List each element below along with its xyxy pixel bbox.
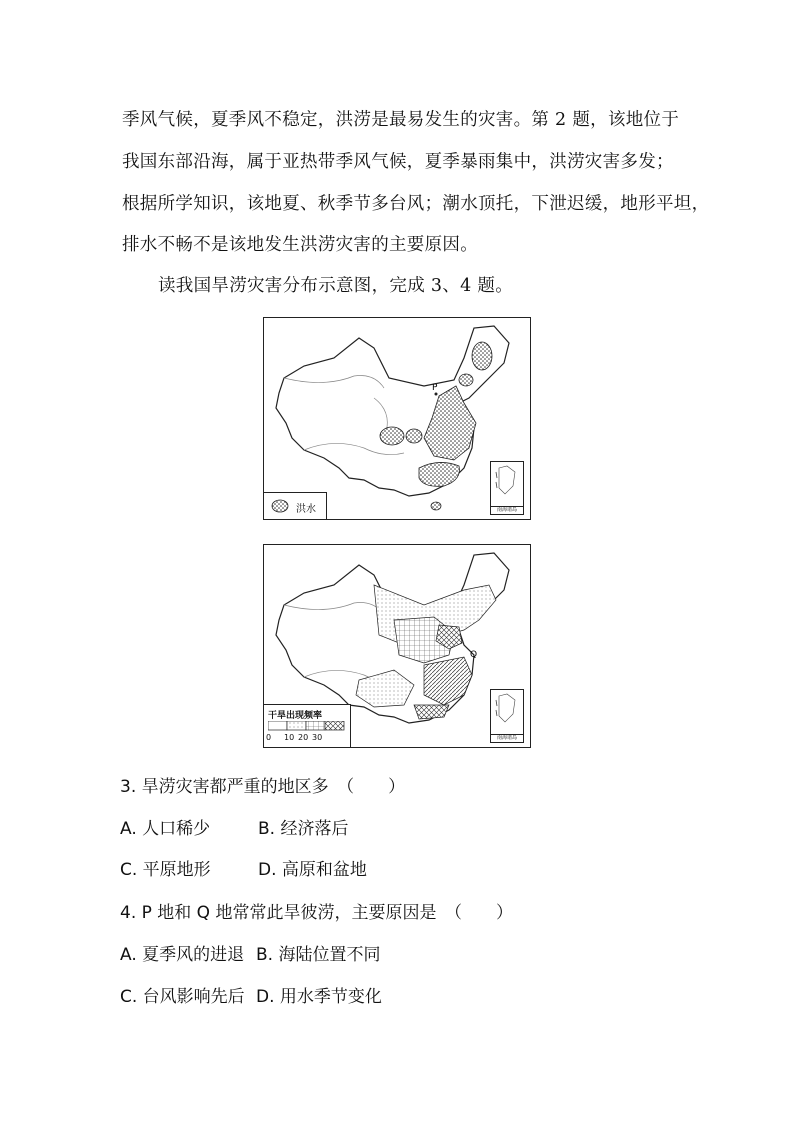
- question-4-option-b[interactable]: B. 海陆位置不同: [256, 945, 381, 965]
- drought-map: [263, 544, 531, 748]
- explanation-line-2: 我国东部沿海，属于亚热带季风气候，夏季暴雨集中，洪涝灾害多发；: [122, 152, 674, 172]
- drought-legend-title: 干旱出现频率: [268, 711, 323, 721]
- legend-tick-20: 20: [298, 733, 309, 742]
- question-4-option-c[interactable]: C. 台风影响先后: [120, 987, 245, 1007]
- question-4-option-d[interactable]: D. 用水季节变化: [256, 987, 382, 1007]
- drought-legend: [264, 704, 351, 747]
- legend-tick-0: 0: [266, 733, 272, 742]
- explanation-line-3: 根据所学知识，该地夏、秋季节多台风；潮水顶托，下泄迟缓，地形平坦，: [122, 194, 710, 214]
- legend-tick-30: 30: [312, 733, 323, 742]
- drought-area-southeast: [424, 657, 472, 705]
- drought-area-south: [414, 705, 449, 719]
- inset-graphic-2: [491, 690, 523, 734]
- flood-legend-swatch: [270, 499, 290, 513]
- question-3-option-b[interactable]: B. 经济落后: [258, 819, 349, 839]
- flood-legend-label: 洪水: [296, 504, 316, 515]
- point-p-label: P: [432, 383, 438, 393]
- point-p-marker: [435, 393, 438, 396]
- question-4-stem: 4. P 地和 Q 地常常此旱彼涝，主要原因是 （ ）: [120, 903, 513, 923]
- inset-label-2: 南海诸岛: [491, 734, 523, 742]
- drought-legend-swatches: [268, 721, 348, 731]
- drought-legend-ticks: [266, 733, 326, 742]
- inset-label: 南海诸岛: [491, 506, 523, 514]
- inset-graphic: [491, 462, 523, 506]
- question-3-stem: 3. 旱涝灾害都严重的地区多 （ ）: [120, 777, 406, 797]
- south-china-sea-inset: [490, 461, 524, 515]
- flood-area-liaohe: [459, 374, 473, 386]
- flood-area-south: [419, 462, 459, 486]
- flood-area-hubei: [406, 429, 422, 443]
- question-3-option-c[interactable]: C. 平原地形: [120, 860, 211, 880]
- flood-legend: [264, 492, 327, 519]
- flood-area-sichuan: [380, 427, 404, 445]
- point-q-label: Q: [470, 650, 478, 660]
- flood-area-hainan: [431, 502, 441, 510]
- explanation-line-1: 季风气候，夏季风不稳定，洪涝是最易发生的灾害。第 2 题，该地位于: [122, 110, 680, 130]
- flood-area-northeast: [472, 342, 492, 370]
- question-3-option-a[interactable]: A. 人口稀少: [120, 819, 211, 839]
- legend-tick-10: 10: [284, 733, 295, 742]
- south-china-sea-inset-2: [490, 689, 524, 743]
- flood-map: [263, 317, 531, 520]
- explanation-line-4: 排水不畅不是该地发生洪涝灾害的主要原因。: [122, 235, 478, 255]
- map-intro: 读我国旱涝灾害分布示意图，完成 3、4 题。: [158, 276, 513, 296]
- question-4-option-a[interactable]: A. 夏季风的进退: [120, 945, 245, 965]
- question-3-option-d[interactable]: D. 高原和盆地: [258, 860, 367, 880]
